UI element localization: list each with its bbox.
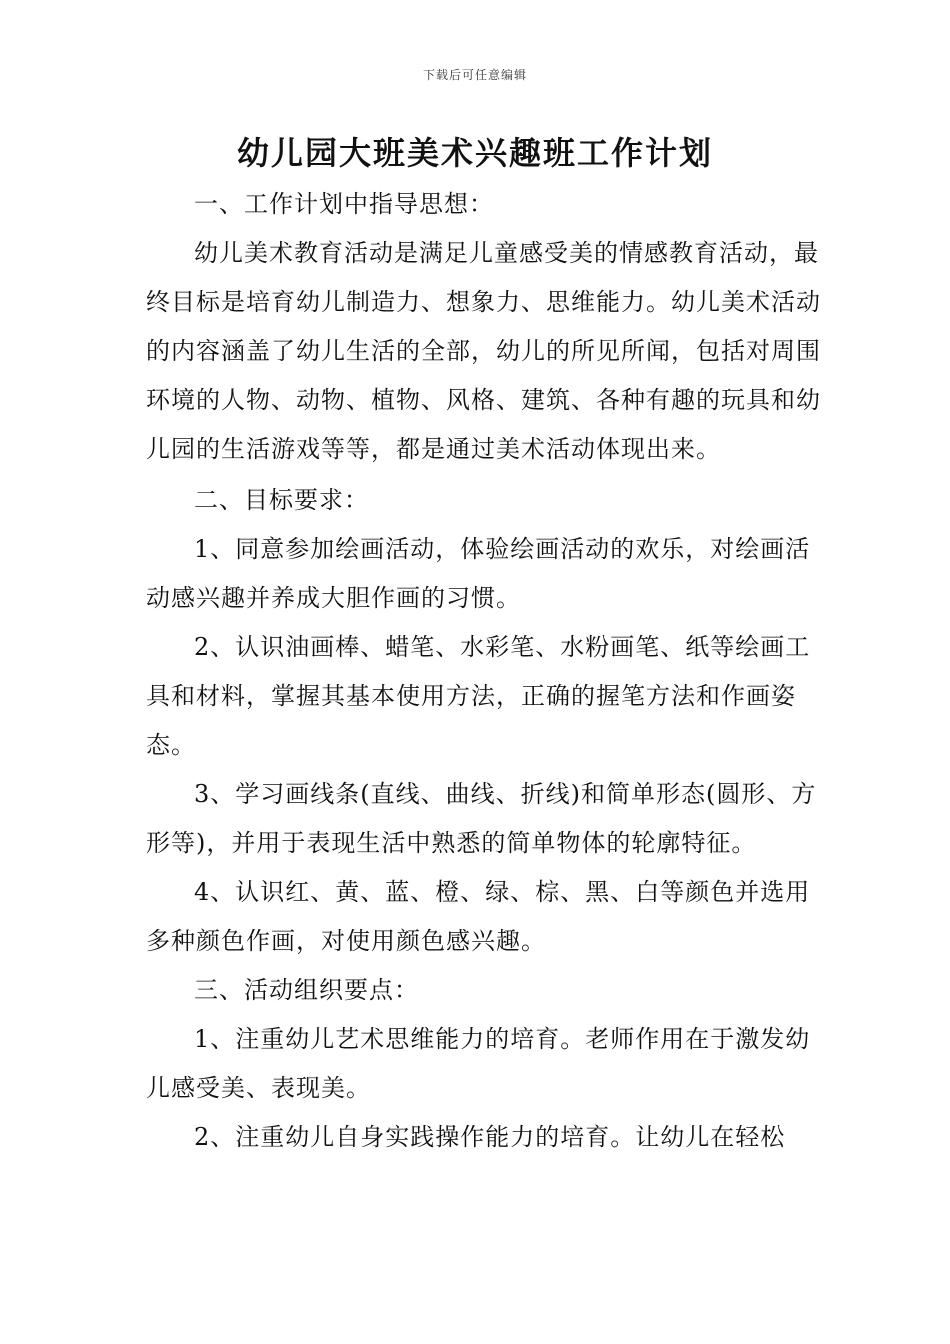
goal-item-2: 2、认识油画棒、蜡笔、水彩笔、水粉画笔、纸等绘画工具和材料，掌握其基本使用方法，正确的握笔方法和作画姿态。 <box>146 633 811 759</box>
section-heading-guiding-ideology: 一、工作计划中指导思想： <box>194 190 494 218</box>
document-body <box>146 180 826 1162</box>
goal-item-1: 1、同意参加绘画活动，体验绘画活动的欢乐，对绘画活动感兴趣并养成大胆作画的习惯。 <box>146 535 811 612</box>
section-heading-goals: 二、目标要求： <box>194 486 369 514</box>
goal-item-4: 4、认识红、黄、蓝、橙、绿、棕、黑、白等颜色并选用多种颜色作画，对使用颜色感兴趣。 <box>146 878 811 955</box>
section-heading-key-points: 三、活动组织要点： <box>194 976 419 1004</box>
paragraph-guiding-ideology: 幼儿美术教育活动是满足儿童感受美的情感教育活动，最终目标是培育幼儿制造力、想象力、思维能力。幼儿美术活动的内容涵盖了幼儿生活的全部，幼儿的所见所闻，包括对周围环境的人物、动物、植物、风格、建筑、各种有趣的玩具和幼儿园的生活游戏等等，都是通过美术活动体现出来。 <box>146 239 821 463</box>
header-note: 下载后可任意编辑 <box>422 68 527 82</box>
goal-item-3: 3、学习画线条(直线、曲线、折线)和简单形态(圆形、方形等)，并用于表现生活中熟悉的简单物体的轮廓特征。 <box>146 780 817 857</box>
key-point-item-2: 2、注重幼儿自身实践操作能力的培育。让幼儿在轻松 <box>194 1123 786 1151</box>
document-title: 幼儿园大班美术兴趣班工作计划 <box>236 134 713 172</box>
key-point-item-1: 1、注重幼儿艺术思维能力的培育。老师作用在于激发幼儿感受美、表现美。 <box>146 1025 811 1102</box>
